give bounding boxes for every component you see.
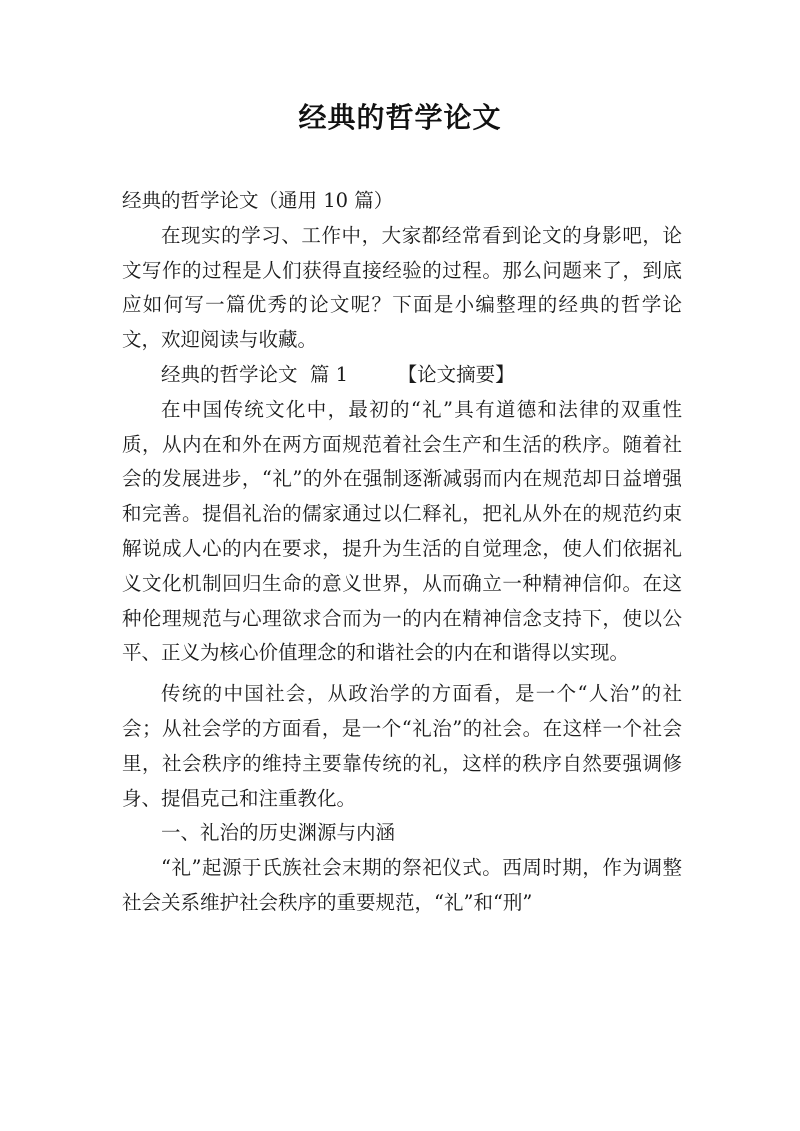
document-body [122,184,682,921]
abstract-paragraph-1: 在中国传统文化中，最初的“礼”具有道德和法律的双重性质，从内在和外在两方面规范着社会生产和生活的秩序。随着社会的发展进步，“礼”的外在强制逐渐减弱而内在规范却日益增强和完善。提倡礼治的儒家通过以仁释礼，把礼从外在的规范约束解说成人心的内在要求，提升为生活的自觉理念，使人们依据礼义文化机制回归生命的意义世界，从而确立一种精神信仰。在这种伦理规范与心理欲求合而为一的内在精神信念支持下，使以公平、正义为核心价值理念的和谐社会的内在和谐得以实现。 [122,397,682,665]
body-paragraph-3: “礼”起源于氏族社会末期的祭祀仪式。西周时期，作为调整社会关系维护社会秩序的重要规范，“礼”和“刑” [122,856,682,914]
section-heading-1: 一、礼治的历史渊源与内涵 [161,821,396,845]
section-heading: 经典的哲学论文 篇 1 【论文摘要】 [161,362,515,386]
document-subtitle: 经典的哲学论文（通用 10 篇） [122,189,394,212]
document-title: 经典的哲学论文 [298,101,502,134]
intro-paragraph: 在现实的学习、工作中，大家都经常看到论文的身影吧，论文写作的过程是人们获得直接经验的过程。那么问题来了，到底应如何写一篇优秀的论文呢？下面是小编整理的经典的哲学论文，欢迎阅读与收藏。 [122,223,682,352]
abstract-paragraph-2: 传统的中国社会，从政治学的方面看，是一个“人治”的社会；从社会学的方面看，是一个“礼治”的社会。在这样一个社会里，社会秩序的维持主要靠传统的礼，这样的秩序自然要强调修身、提倡克己和注重教化。 [122,682,682,810]
